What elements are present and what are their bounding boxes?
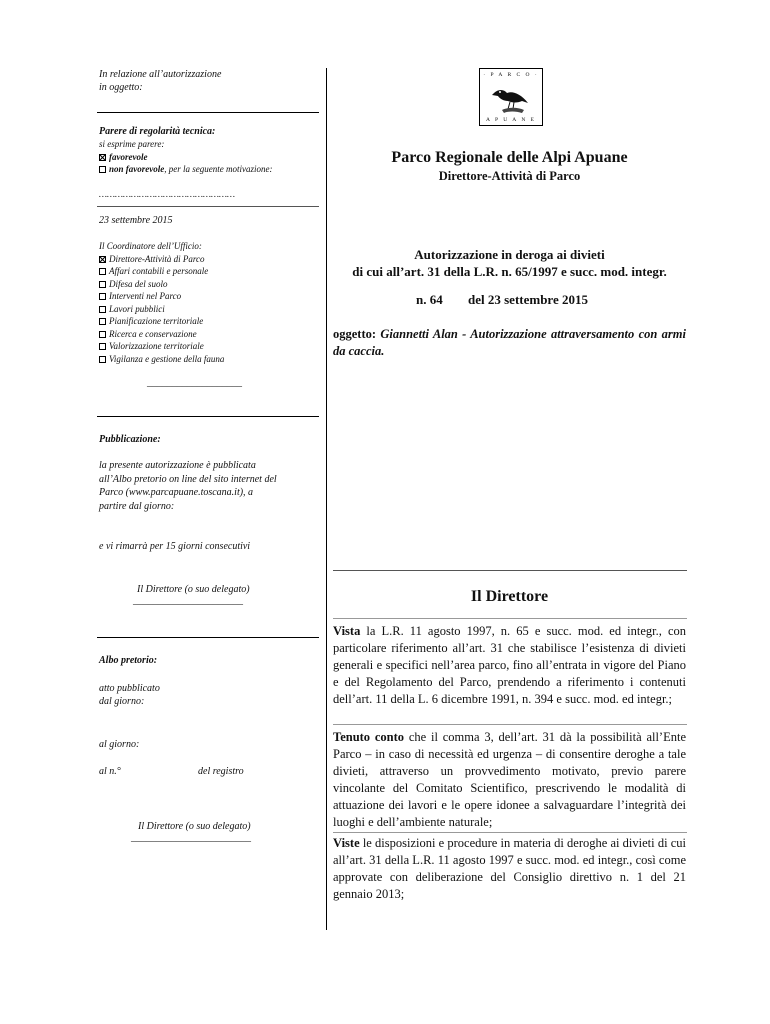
body-heading: Il Direttore	[470, 588, 549, 605]
pub-days: e vi rimarrà per 15 giorni consecutivi	[99, 541, 251, 552]
divider	[333, 724, 687, 725]
office-label: Interventi nel Parco	[109, 291, 182, 301]
parere-section	[99, 125, 321, 200]
date-text	[99, 214, 321, 227]
office-item	[99, 290, 321, 303]
empty-box-icon	[99, 268, 106, 275]
office-item	[99, 353, 321, 366]
al-numero-row	[99, 765, 321, 778]
office-item	[99, 253, 321, 266]
coordinator-label: Il Coordinatore dell’Ufficio:	[99, 241, 202, 251]
al-numero: al n.°	[99, 766, 121, 777]
albo-line-2: dal giorno:	[99, 696, 145, 707]
office-item	[99, 278, 321, 291]
divider	[333, 832, 687, 833]
office-item	[99, 340, 321, 353]
title-line-1: Autorizzazione in deroga ai divieti	[414, 247, 605, 262]
favorevole-option: favorevole	[99, 151, 321, 164]
checked-box-icon	[99, 256, 106, 263]
empty-box-icon	[99, 293, 106, 300]
delegate-signature-line-2: ________________________	[131, 832, 251, 843]
intro-line-2: in oggetto:	[99, 82, 143, 93]
logo-bottom-text: A P U A N E	[485, 117, 537, 123]
divider	[97, 416, 319, 417]
document-date: del 23 settembre 2015	[468, 292, 588, 307]
divider	[333, 570, 687, 571]
park-logo	[479, 68, 543, 126]
office-label: Pianificazione territoriale	[109, 316, 204, 326]
non-favorevole-option: non favorevole, per la seguente motivazione:	[99, 163, 321, 176]
empty-box-icon	[99, 281, 106, 288]
intro-line-1: In relazione all’autorizzazione	[99, 69, 222, 80]
empty-box-icon	[99, 331, 106, 338]
delegate-signature-line: ______________________	[133, 595, 243, 606]
dept-name: Direttore-Attività di Parco	[438, 169, 581, 183]
coordinator-section	[99, 240, 321, 365]
document-number: n. 64	[416, 292, 443, 307]
office-label: Affari contabili e personale	[109, 266, 209, 276]
p3-text: le disposizioni e procedure in materia di deroghe ai divieti di cui all’art. 31 della L.R. 11 agosto 1997 e succ. mod. ed integr., così come approvate con deliberazione del Consiglio direttivo n. 1 del 21 gennaio 2013;	[333, 836, 686, 901]
divider	[97, 206, 319, 207]
document-title	[333, 246, 686, 280]
oggetto	[333, 326, 686, 360]
director-delegate-label: Il Direttore (o suo delegato)	[137, 584, 250, 595]
header	[333, 148, 686, 184]
p1-text: la L.R. 11 agosto 1997, n. 65 e succ. mod. ed integr., con particolare riferimento all’art. 31 che stabilisce l’esistenza di divieti generali e specifici nell’area parco, fino all’entrata in vigore del Piano e del Regolamento del Parco, prendendo a riferimento i contenuti dell’art. 11 della L. 6 dicembre 1991, n. 394 e succ. mod. ed integr.;	[333, 624, 686, 706]
checked-box-icon	[99, 154, 106, 161]
p2-lead: Tenuto conto	[333, 730, 405, 744]
pub-line-1: la presente autorizzazione è pubblicata	[99, 460, 256, 471]
left-date: 23 settembre 2015	[99, 215, 173, 226]
bird-icon	[480, 79, 542, 119]
parere-title: Parere di regolarità tecnica:	[99, 126, 216, 137]
divider	[333, 618, 687, 619]
del-registro: del registro	[198, 766, 244, 777]
title-line-2: di cui all’art. 31 della L.R. n. 65/1997 e succ. mod. integr.	[352, 264, 667, 279]
office-item	[99, 315, 321, 328]
p3-lead: Viste	[333, 836, 360, 850]
intro-text	[99, 68, 321, 94]
director-delegate-label-2: Il Direttore (o suo delegato)	[138, 821, 251, 832]
office-label: Lavori pubblici	[109, 303, 165, 314]
parere-sub: si esprime parere:	[99, 139, 165, 149]
pub-line-3: Parco (www.parcapuane.toscana.it), a	[99, 487, 254, 498]
office-item	[99, 303, 321, 316]
pubblicazione-title: Pubblicazione:	[99, 434, 161, 445]
divider	[97, 637, 319, 638]
pubblicazione-section	[99, 433, 321, 553]
office-label: Vigilanza e gestione della fauna	[109, 353, 225, 364]
paragraph-tenuto-conto	[333, 729, 686, 831]
p1-lead: Vista	[333, 624, 361, 638]
albo-line-1: atto pubblicato	[99, 683, 160, 694]
office-label: Ricerca e conservazione	[109, 328, 197, 339]
empty-box-icon	[99, 306, 106, 313]
paragraph-viste	[333, 835, 686, 903]
office-label: Direttore-Attività di Parco	[109, 253, 205, 264]
pub-line-2: all’Albo pretorio on line del sito internet del	[99, 473, 277, 485]
logo-top-text: · P A R C O ·	[483, 72, 539, 78]
p2-text: che il comma 3, dell’art. 31 dà la possibilità all’Ente Parco – in caso di necessità ed urgenza – di consentire deroghe a tale divieti, attraverso un provvedimento motivato, previo parere vincolante del Comitato Scientifico, prescrivendo le modalità di attuazione dei lavori e le opere idonee a salvaguardare l’integrità dei luoghi e dell’ambiente naturale;	[333, 730, 687, 829]
signature-line: ___________________	[147, 377, 242, 388]
office-label: Valorizzazione territoriale	[109, 341, 204, 351]
albo-section	[99, 654, 321, 778]
oggetto-label: oggetto:	[333, 327, 377, 341]
org-name: Parco Regionale delle Alpi Apuane	[391, 149, 628, 166]
office-label: Difesa del suolo	[109, 278, 168, 289]
empty-box-icon	[99, 356, 106, 363]
pub-line-4: partire dal giorno:	[99, 500, 175, 512]
divider	[97, 112, 319, 113]
office-item	[99, 328, 321, 341]
empty-box-icon	[99, 166, 106, 173]
al-giorno: al giorno:	[99, 739, 140, 750]
office-item	[99, 265, 321, 278]
empty-box-icon	[99, 318, 106, 325]
dotted-line: ……………………………………………	[99, 188, 236, 199]
empty-box-icon	[99, 343, 106, 350]
column-separator	[326, 68, 327, 930]
albo-title: Albo pretorio:	[99, 655, 158, 666]
paragraph-vista	[333, 623, 686, 708]
oggetto-text: Giannetti Alan - Autorizzazione attraversamento con armi da caccia.	[333, 327, 686, 358]
office-list	[99, 253, 321, 366]
